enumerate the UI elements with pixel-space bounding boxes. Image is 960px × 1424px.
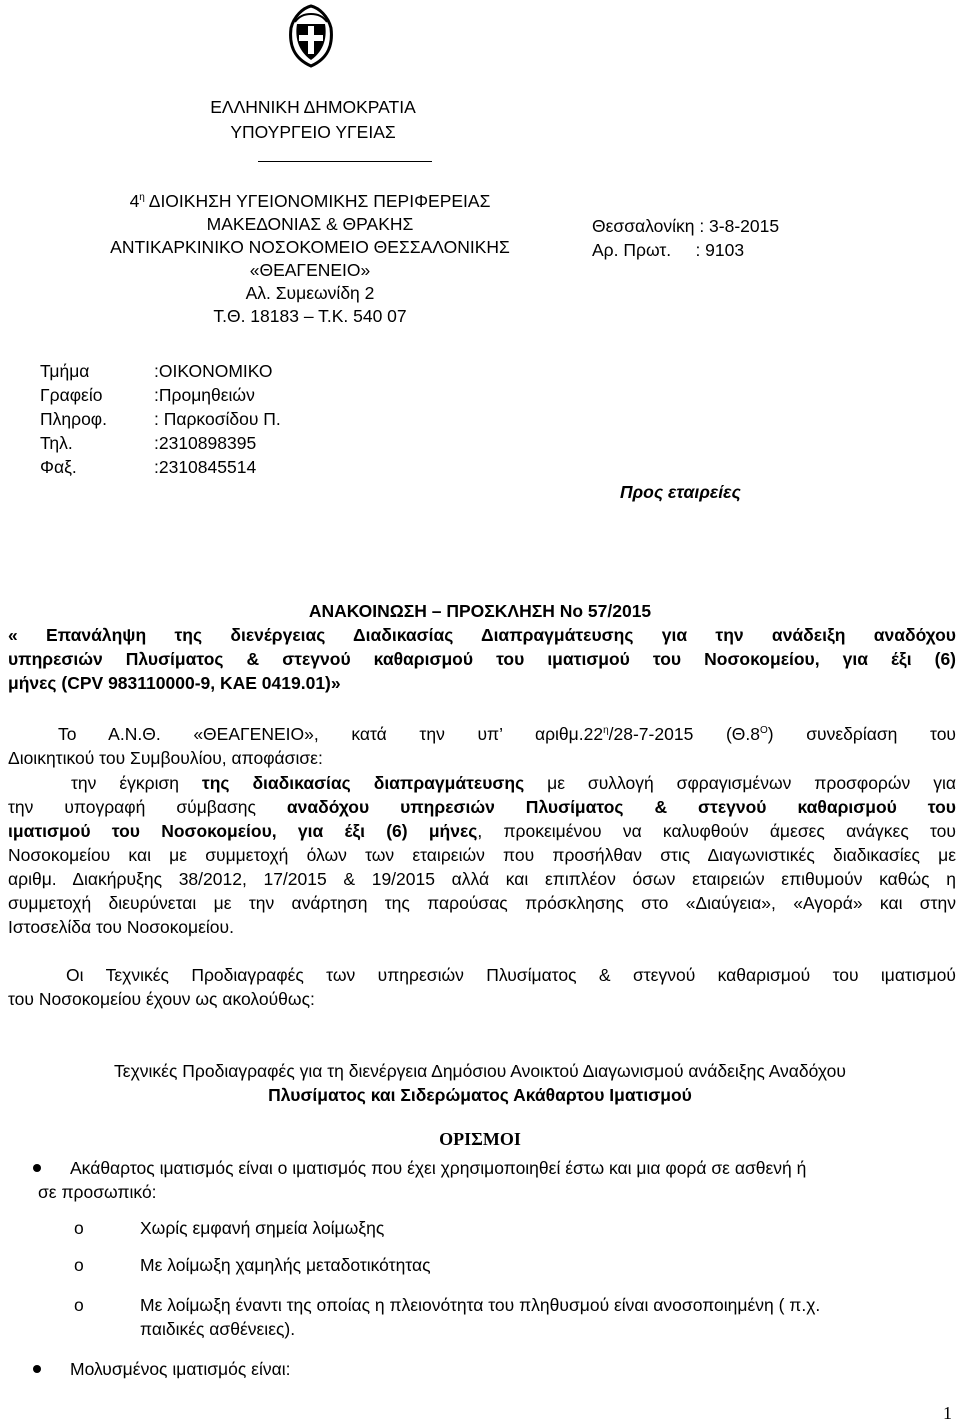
sub-item: o Με λοίμωξη χαμηλής μεταδοτικότητας <box>74 1255 431 1275</box>
decision-line: Νοσοκομείου και με συμμετοχή όλων των εταιρειών που προσήλθαν στις Διαγωνιστικές διαδικασίες με <box>8 845 956 865</box>
announcement-subject <box>8 623 956 695</box>
definitions-heading: ΟΡΙΣΜΟΙ <box>439 1129 521 1149</box>
bullet-text: σε προσωπικό: <box>38 1182 157 1202</box>
subject-line: μήνες (CPV 983110000-9, ΚΑΕ 0419.01)» <box>8 673 341 693</box>
bullet-text: Ακάθαρτος ιματισμός είναι ο ιματισμός που έχει χρησιμοποιηθεί έστω και μια φορά σε ασθενή ή <box>70 1158 807 1178</box>
dept-row: Πληροφ. : Παρκοσίδου Π. <box>40 409 281 429</box>
decision-line: ιματισμού του Νοσοκομείου, για έξι (6) μήνες, προκειμένου να καλυφθούν άμεσες ανάγκες του <box>8 821 956 841</box>
header-divider <box>258 161 432 162</box>
authority-address: Αλ. Συμεωνίδη 2 <box>245 283 375 303</box>
dept-row: Γραφείο :Προμηθειών <box>40 385 255 405</box>
decision-line: την έγκριση της διαδικασίας διαπραγμάτευσης με συλλογή σφραγισμένων προσφορών για <box>71 773 956 793</box>
document-date: Θεσσαλονίκη : 3-8-2015 <box>592 216 780 236</box>
decision-line: την υπογραφή σύμβασης αναδόχου υπηρεσιών Πλυσίματος & στεγνού καθαρισμού του <box>8 797 956 817</box>
greek-emblem-icon <box>285 2 337 70</box>
authority-line-2: ΜΑΚΕΔΟΝΙΑΣ & ΘΡΑΚΗΣ <box>206 214 414 234</box>
bullet-dot-icon <box>33 1365 41 1373</box>
definition-bullet <box>38 1156 956 1204</box>
sub-item: o Με λοίμωξη έναντι της οποίας η πλειονότητα του πληθυσμού είναι ανοσοποιημένη ( π.χ. παιδικές ασθένειες). <box>74 1295 821 1339</box>
hollow-bullet-icon: o <box>74 1255 84 1275</box>
bullet-dot-icon <box>33 1164 41 1172</box>
dept-row: Τηλ. :2310898395 <box>40 433 257 453</box>
hollow-bullet-icon: o <box>74 1295 84 1315</box>
definition-bullet <box>38 1357 956 1381</box>
authority-line-3: ΑΝΤΙΚΑΡΚΙΝΙΚΟ ΝΟΣΟΚΟΜΕΙΟ ΘΕΣΣΑΛΟΝΙΚΗΣ <box>110 237 510 257</box>
spec-title-line: Πλυσίματος και Σιδερώματος Ακάθαρτου Ιματισμού <box>268 1085 692 1105</box>
authority-line-1: $4^\eta$ ΔΙΟΙΚΗΣΗ ΥΓΕΙΟΝΟΜΙΚΗΣ ΠΕΡΙΦΕΡΕΙΑΣ <box>129 191 491 211</box>
page-number: 1 <box>943 1403 952 1423</box>
department-info <box>40 359 281 479</box>
document-meta <box>592 214 779 262</box>
authority-block <box>50 190 570 328</box>
subject-line: υπηρεσιών Πλυσίματος & στεγνού καθαρισμού του ιματισμού του Νοσοκομείου, για έξι (6) <box>8 649 956 669</box>
decision-line: αριθμ. Διακήρυξης 38/2012, 17/2015 & 19/2015 αλλά και επιπλέον όσων εταιρειών επιθυμούν καθώς η <box>8 869 956 889</box>
recipients: Προς εταιρείες <box>620 482 741 502</box>
ministry-header <box>180 95 446 145</box>
decision-line: Διοικητικού του Συμβουλίου, αποφάσισε: <box>8 748 323 768</box>
spec-title-line: Τεχνικές Προδιαγραφές για τη διενέργεια Δημόσιου Ανοικτού Διαγωνισμού ανάδειξης Αναδόχου <box>114 1061 846 1081</box>
dept-row: Τμήμα :ΟΙΚΟΝΟΜΙΚΟ <box>40 361 273 381</box>
announcement-heading <box>0 599 960 623</box>
sub-item: o Χωρίς εμφανή σημεία λοίμωξης <box>74 1218 385 1238</box>
subject-line: « Επανάληψη της διενέργειας Διαδικασίας Διαπραγμάτευσης για την ανάδειξη αναδόχου <box>8 625 956 645</box>
specs-intro-line: Οι Τεχνικές Προδιαγραφές των υπηρεσιών Πλυσίματος & στεγνού καθαρισμού του ιματισμού <box>66 965 956 985</box>
hollow-bullet-icon: o <box>74 1218 84 1238</box>
dept-row: Φαξ. :2310845514 <box>40 457 257 477</box>
announcement-title: ΑΝΑΚΟΙΝΩΣΗ – ΠΡΟΣΚΛΗΣΗ Νο 57/2015 <box>308 601 652 621</box>
decision-line: Το Α.Ν.Θ. «ΘΕΑΓΕΝΕΙΟ», κατά την υπ’ $\alpha\rho\iota\theta\mu.22^\eta/28-7-2015$ $(\Theta.8^O)$ συνεδρίαση του <box>58 724 956 744</box>
decision-line: συμμετοχή διευρύνεται με την ανάρτηση της παρούσας πρόσκλησης στο «Διαύγεια», «Αγορά» και στην <box>8 893 956 913</box>
decision-line: Ιστοσελίδα του Νοσοκομείου. <box>8 917 234 937</box>
ministry-name: ΥΠΟΥΡΓΕΙΟ ΥΓΕΙΑΣ <box>230 122 396 142</box>
authority-postal: Τ.Θ. 18183 – Τ.Κ. 540 07 <box>213 306 407 326</box>
protocol-number: Αρ. Πρωτ. : 9103 <box>592 240 745 260</box>
authority-line-4: «ΘΕΑΓΕΝΕΙΟ» <box>249 260 371 280</box>
specs-intro-line: του Νοσοκομείου έχουν ως ακολούθως: <box>8 989 315 1009</box>
country-name: ΕΛΛΗΝΙΚΗ ΔΗΜΟΚΡΑΤΙΑ <box>210 97 416 117</box>
bullet-text: Μολυσμένος ιματισμός είναι: <box>70 1359 291 1379</box>
